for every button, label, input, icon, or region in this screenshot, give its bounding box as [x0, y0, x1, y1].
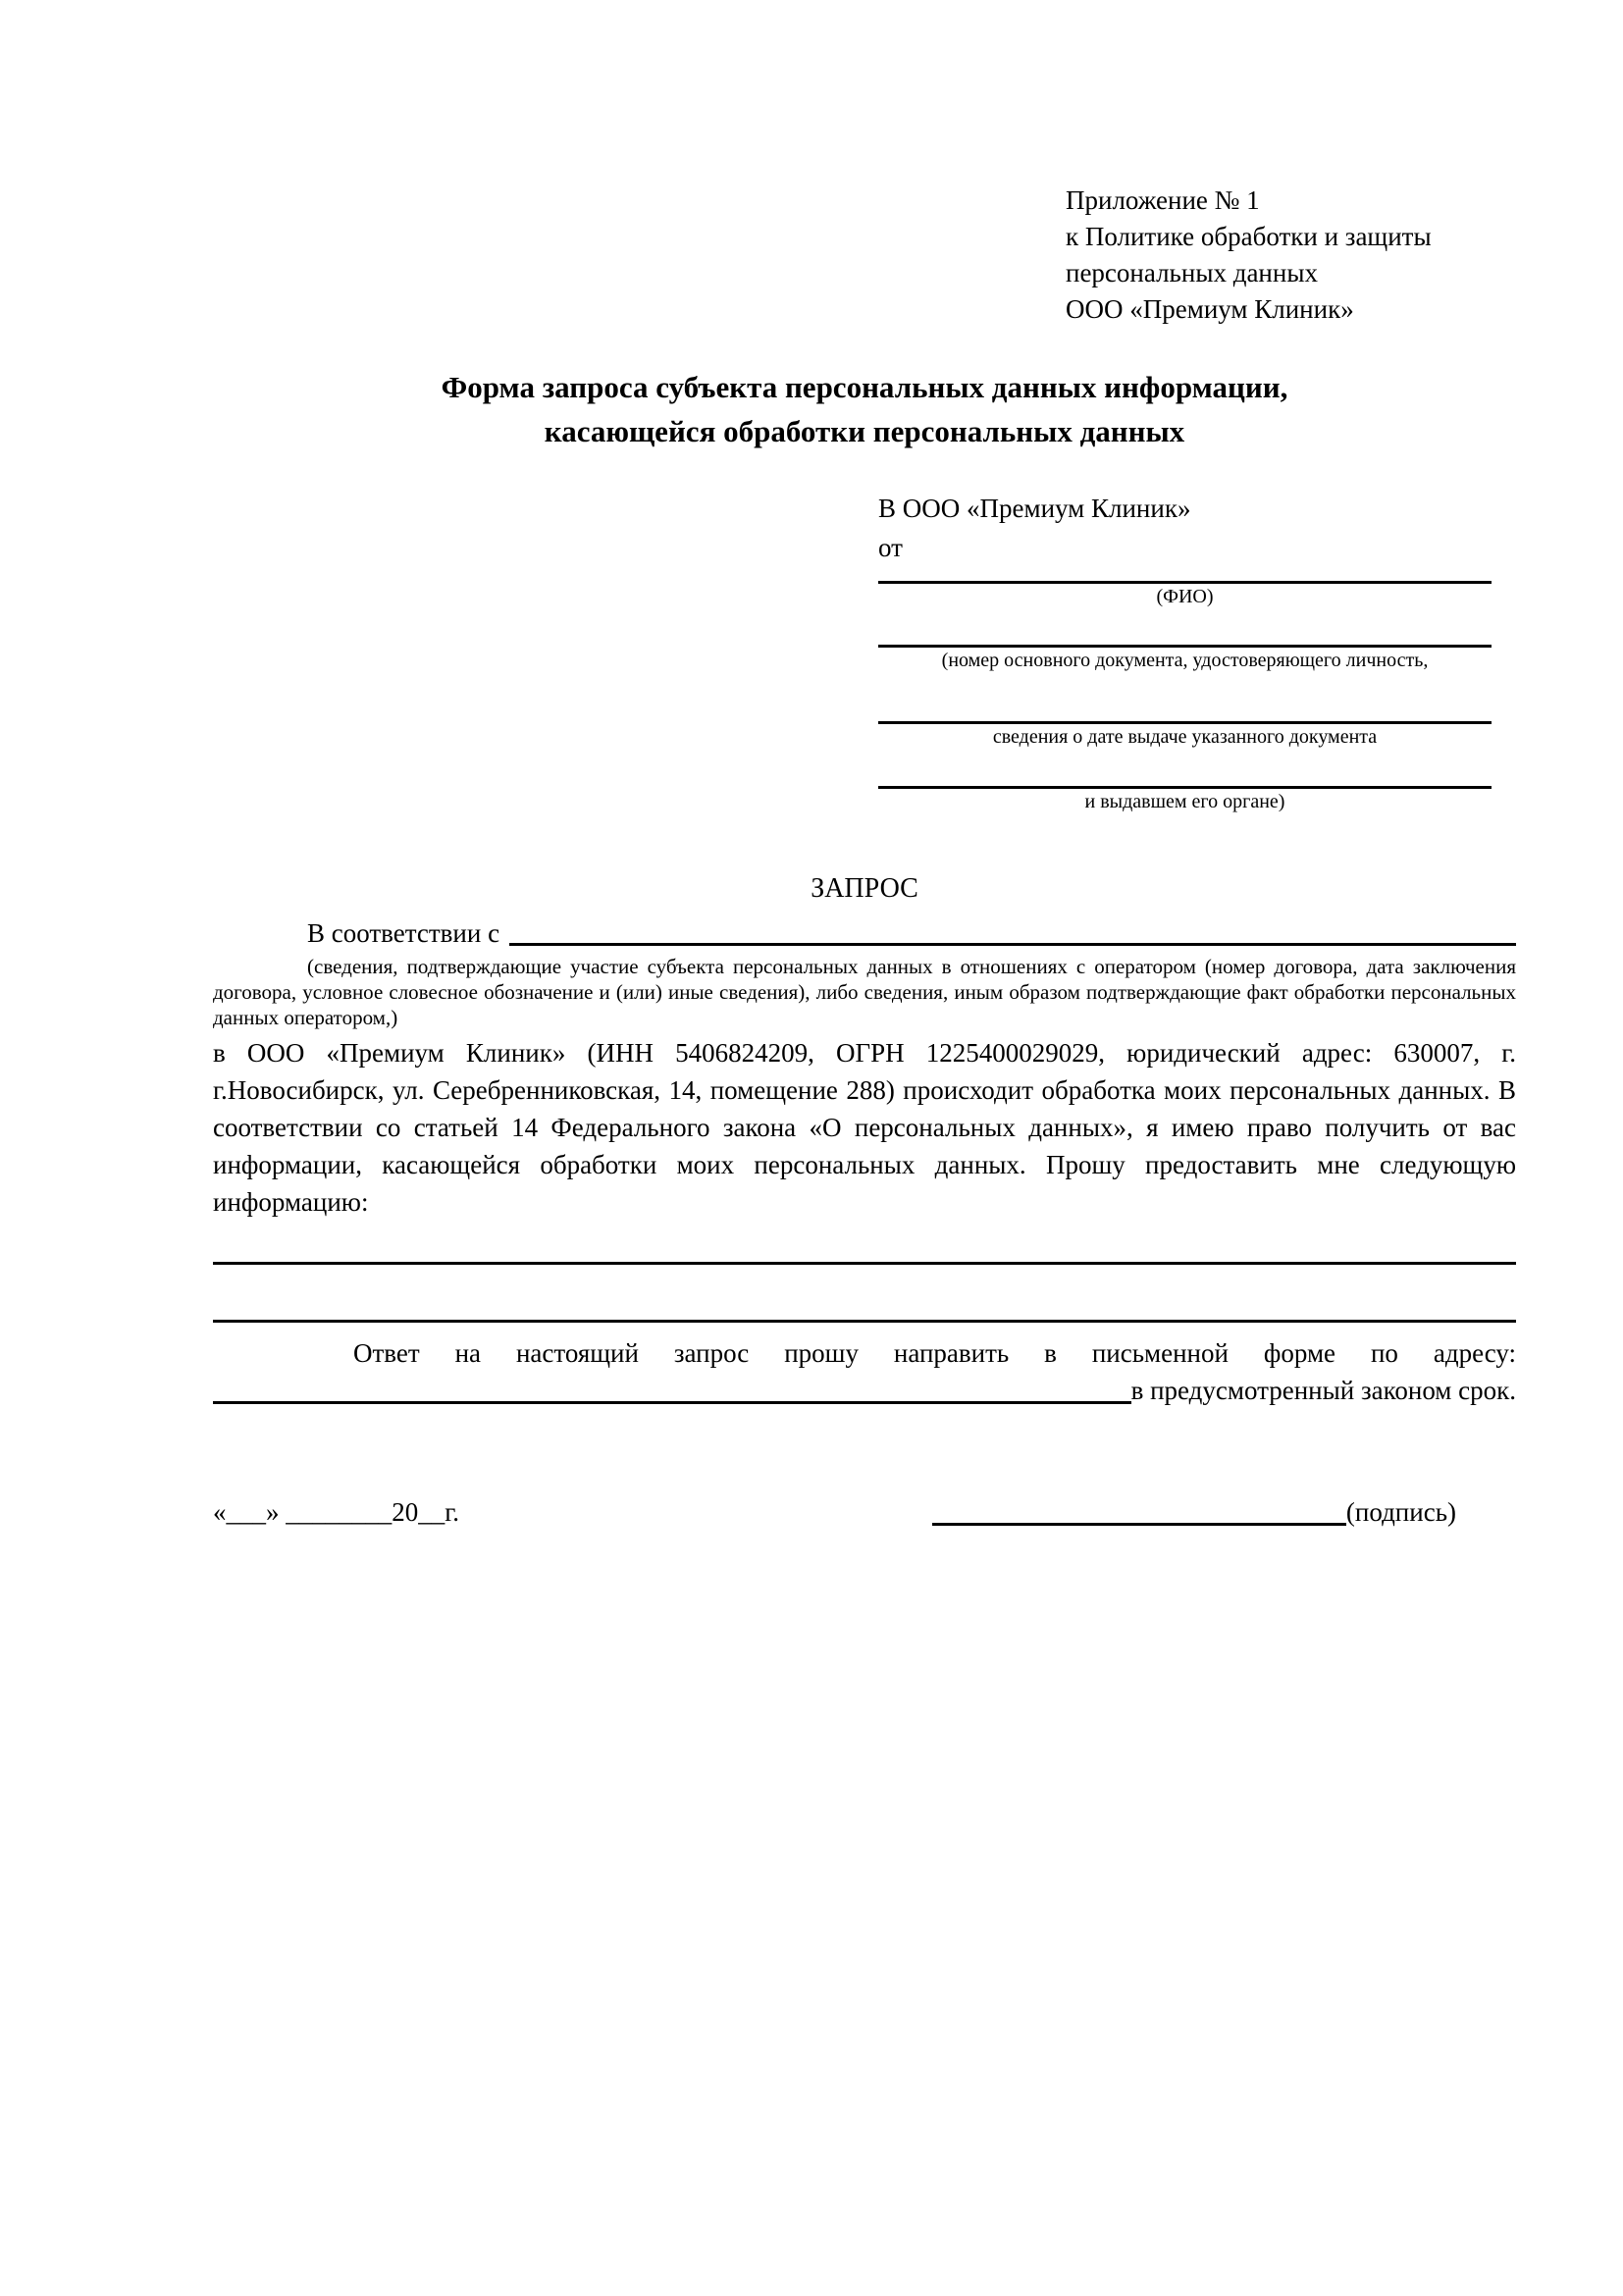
appendix-line: к Политике обработки и защиты [1066, 222, 1432, 251]
accordance-row [213, 914, 1516, 952]
document-number-fill-line [878, 631, 1492, 648]
issuing-authority-fill-line [878, 772, 1492, 789]
accordance-fill-line [509, 942, 1516, 946]
address-fill-line [213, 1400, 1131, 1404]
fio-field-group [878, 567, 1506, 609]
document-number-field-group [878, 631, 1506, 673]
answer-address-row [213, 1372, 1516, 1409]
appendix-block [1066, 183, 1516, 328]
appendix-line: персональных данных [1066, 258, 1318, 287]
issuing-authority-field-caption: и выдавшем его органе) [1084, 791, 1285, 812]
document-content [213, 183, 1516, 1531]
issuing-authority-field-group [878, 772, 1506, 814]
issue-date-fill-line [878, 707, 1492, 724]
addressee-from-label: от [878, 533, 903, 562]
page-title-line-2: касающейся обработки персональных данных [544, 414, 1185, 448]
information-fill-line-2 [213, 1308, 1516, 1323]
issue-date-field-group [878, 707, 1506, 750]
answer-address-line: Ответ на настоящий запрос прошу направить в письменной форме по адресу: [353, 1338, 1516, 1368]
accordance-label: В соответствии с [307, 918, 500, 948]
legal-note: (сведения, подтверждающие участие субъекта персональных данных в отношениях с оператором (номер договора, дата заключения договора, условное словесное обозначение и (или) иные сведения), либо сведения, иным образом подтверждающие факт обработки персональных данных оператором,) [213, 955, 1516, 1029]
answer-tail-text: в предусмотренный законом срок. [1130, 1376, 1516, 1405]
request-heading: ЗАПРОС [811, 873, 918, 904]
appendix-line: ООО «Премиум Клиник» [1066, 294, 1354, 324]
request-body-paragraph: в ООО «Премиум Клиник» (ИНН 5406824209, ОГРН 1225400029029, юридический адрес: 630007, г. г.Новосибирск, ул. Серебренниковская, 14, помещение 288) происходит обработка моих персональных данных. В соответствии со статьей 14 Федерального закона «О персональных данных», я имею право получить от вас информации, касающейся обработки моих персональных данных. Прошу предоставить мне следующую информацию: [213, 1038, 1516, 1217]
appendix-line: Приложение № 1 [1066, 185, 1260, 215]
addressee-block [878, 489, 1506, 814]
addressee-to: В ООО «Премиум Клиник» [878, 494, 1191, 523]
fio-fill-line [878, 567, 1492, 584]
signature-caption: (подпись) [1345, 1497, 1456, 1527]
date-placeholder: «___» ________20__г. [213, 1497, 460, 1527]
information-fill-line-1 [213, 1250, 1516, 1265]
date-signature-row [213, 1493, 1516, 1531]
page-title-line-1: Форма запроса субъекта персональных данных информации, [441, 370, 1288, 404]
document-number-field-caption: (номер основного документа, удостоверяющего личность, [941, 650, 1429, 671]
page-title [213, 365, 1516, 453]
issue-date-field-caption: сведения о дате выдаче указанного документа [992, 726, 1378, 748]
fio-field-caption: (ФИО) [1156, 586, 1214, 607]
signature-group [932, 1493, 1456, 1531]
signature-fill-line [932, 1522, 1346, 1526]
